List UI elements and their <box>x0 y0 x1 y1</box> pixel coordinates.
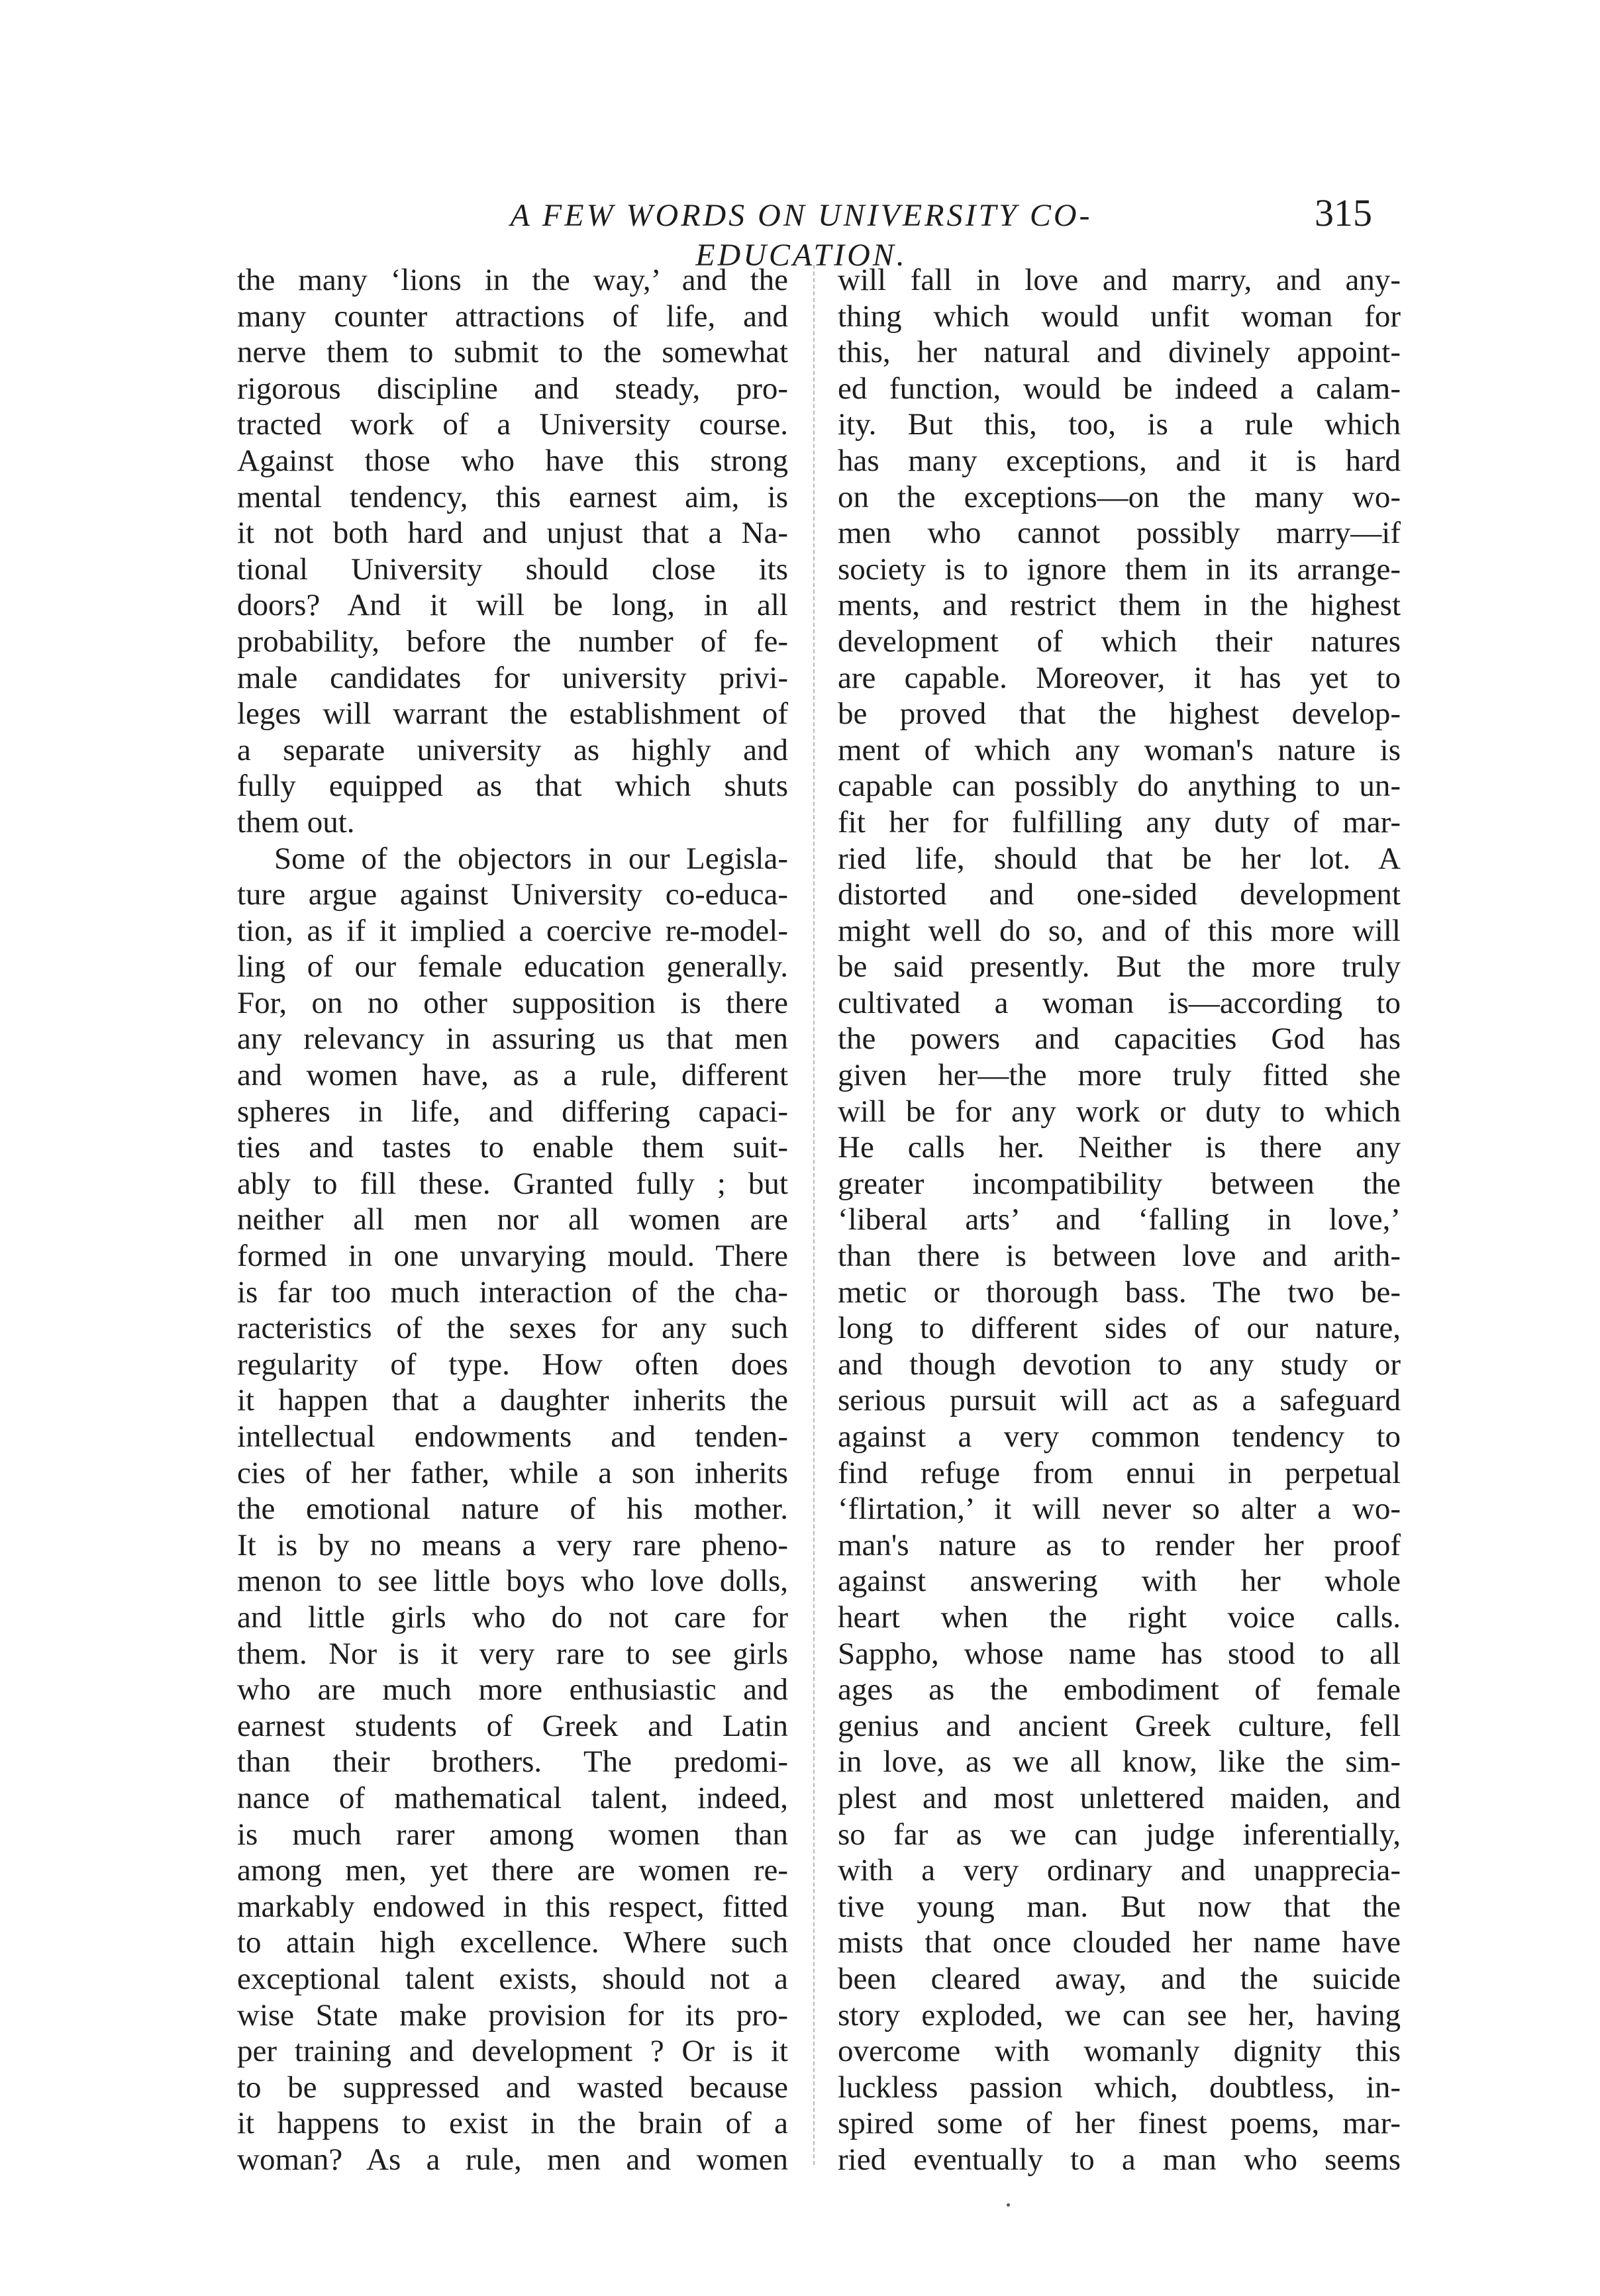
text-line: intellectual endowments and tenden- <box>237 1419 788 1454</box>
text-line: plest and most unlettered maiden, and <box>838 1780 1401 1815</box>
text-line: tive young man. But now that the <box>838 1889 1401 1924</box>
text-line: a separate university as highly and <box>237 732 788 767</box>
text-line: ed function, would be indeed a calam- <box>838 371 1401 406</box>
text-line: greater incompatibility between the <box>838 1166 1401 1201</box>
text-line: story exploded, we can see her, having <box>838 1997 1401 2033</box>
running-title: A FEW WORDS ON UNIVERSITY CO-EDUCATION. <box>510 198 1093 273</box>
text-line: menon to see little boys who love dolls, <box>237 1564 788 1599</box>
text-line: mists that once clouded her name have <box>838 1925 1401 1960</box>
text-line: find refuge from ennui in perpetual <box>838 1455 1401 1490</box>
ink-speck <box>1007 2203 1010 2207</box>
text-line: tion, as if it implied a coercive re-model- <box>237 913 788 948</box>
text-line: luckless passion which, doubtless, in- <box>838 2070 1401 2105</box>
text-line: fully equipped as that which shuts <box>237 769 788 804</box>
text-line: any relevancy in assuring us that men <box>237 1022 788 1057</box>
text-line: than there is between love and arith- <box>838 1239 1401 1274</box>
text-line: and women have, as a rule, different <box>237 1058 788 1093</box>
text-line: rigorous discipline and steady, pro- <box>237 371 788 406</box>
text-line: mental tendency, this earnest aim, is <box>237 479 788 514</box>
text-line: overcome with womanly dignity this <box>838 2034 1401 2069</box>
text-line: many counter attractions of life, and <box>237 299 788 334</box>
text-line: ling of our female education generally. <box>237 949 788 984</box>
text-line: spheres in life, and differing capaci- <box>237 1094 788 1129</box>
text-line: heart when the right voice calls. <box>838 1600 1401 1635</box>
text-line: than their brothers. The predomi- <box>237 1745 788 1780</box>
text-line: earnest students of Greek and Latin <box>237 1708 788 1743</box>
text-line: Sappho, whose name has stood to all <box>838 1636 1401 1671</box>
text-column-right <box>838 262 1401 2177</box>
text-line: and little girls who do not care for <box>237 1600 788 1635</box>
text-line: been cleared away, and the suicide <box>838 1961 1401 1996</box>
text-line: them. Nor is it very rare to see girls <box>237 1636 788 1671</box>
text-line: will be for any work or duty to which <box>838 1094 1401 1129</box>
text-line: given her—the more truly fitted she <box>838 1058 1401 1093</box>
text-line: it happens to exist in the brain of a <box>237 2106 788 2141</box>
text-line: genius and ancient Greek culture, fell <box>838 1708 1401 1743</box>
text-line: exceptional talent exists, should not a <box>237 1961 788 1996</box>
text-line: ties and tastes to enable them suit- <box>237 1130 788 1165</box>
text-line: the emotional nature of his mother. <box>237 1492 788 1527</box>
text-line: fit her for fulfilling any duty of mar- <box>838 804 1401 839</box>
text-line: might well do so, and of this more will <box>838 913 1401 948</box>
text-line: are capable. Moreover, it has yet to <box>838 660 1401 695</box>
text-line: cultivated a woman is—according to <box>838 985 1401 1020</box>
text-line: ‘flirtation,’ it will never so alter a wo- <box>838 1492 1401 1527</box>
text-line: the powers and capacities God has <box>838 1022 1401 1057</box>
text-line: to be suppressed and wasted because <box>237 2070 788 2105</box>
text-line: regularity of type. How often does <box>237 1347 788 1382</box>
text-line: ‘liberal arts’ and ‘falling in love,’ <box>838 1202 1401 1237</box>
text-line: male candidates for university privi- <box>237 660 788 695</box>
text-line: Some of the objectors in our Legisla- <box>274 841 788 876</box>
text-line: with a very ordinary and unapprecia- <box>838 1853 1401 1888</box>
text-line: capable can possibly do anything to un- <box>838 769 1401 804</box>
page-number: 315 <box>1315 191 1372 234</box>
text-line: cies of her father, while a son inherits <box>237 1455 788 1490</box>
text-line: Against those who have this strong <box>237 443 788 478</box>
text-line: will fall in love and marry, and any- <box>838 263 1401 297</box>
text-line: per training and development ? Or is it <box>237 2034 788 2069</box>
text-line: and though devotion to any study or <box>838 1347 1401 1382</box>
text-line: against answering with her whole <box>838 1564 1401 1599</box>
text-line: doors? And it will be long, in all <box>237 588 788 623</box>
text-line: ably to fill these. Granted fully ; but <box>237 1166 788 1201</box>
text-line: has many exceptions, and it is hard <box>838 443 1401 478</box>
text-line: in love, as we all know, like the sim- <box>838 1745 1401 1780</box>
text-line: formed in one unvarying mould. There <box>237 1239 788 1274</box>
text-line: ment of which any woman's nature is <box>838 732 1401 767</box>
text-line: the many ‘lions in the way,’ and the <box>237 263 788 297</box>
text-line: tracted work of a University course. <box>237 407 788 442</box>
text-line: ture argue against University co-educa- <box>237 877 788 912</box>
text-line: ity. But this, too, is a rule which <box>838 407 1401 442</box>
text-line: it not both hard and unjust that a Na- <box>237 516 788 551</box>
text-line: man's nature as to render her proof <box>838 1527 1401 1562</box>
text-line: ages as the embodiment of female <box>838 1672 1401 1707</box>
text-line: ments, and restrict them in the highest <box>838 588 1401 623</box>
text-line: be said presently. But the more truly <box>838 949 1401 984</box>
text-line: nerve them to submit to the somewhat <box>237 335 788 370</box>
text-line: men who cannot possibly marry—if <box>838 516 1401 551</box>
text-line: long to different sides of our nature, <box>838 1311 1401 1346</box>
text-line: metic or thorough bass. The two be- <box>838 1274 1401 1310</box>
text-line: For, on no other supposition is there <box>237 985 788 1020</box>
text-line: development of which their natures <box>838 624 1401 659</box>
text-line: racteristics of the sexes for any such <box>237 1311 788 1346</box>
text-line: probability, before the number of fe- <box>237 624 788 659</box>
text-line: wise State make provision for its pro- <box>237 1997 788 2033</box>
text-line: spired some of her finest poems, mar- <box>838 2106 1401 2141</box>
text-line: is far too much interaction of the cha- <box>237 1274 788 1310</box>
text-line: be proved that the highest develop- <box>838 696 1401 732</box>
text-line: distorted and one-sided development <box>838 877 1401 912</box>
text-line: He calls her. Neither is there any <box>838 1130 1401 1165</box>
text-line: against a very common tendency to <box>838 1419 1401 1454</box>
text-line: to attain high excellence. Where such <box>237 1925 788 1960</box>
text-line: It is by no means a very rare pheno- <box>237 1527 788 1562</box>
text-line: serious pursuit will act as a safeguard <box>838 1383 1401 1418</box>
text-line: nance of mathematical talent, indeed, <box>237 1780 788 1815</box>
text-line: ried life, should that be her lot. A <box>838 841 1401 876</box>
text-line: society is to ignore them in its arrange- <box>838 551 1401 587</box>
text-line: who are much more enthusiastic and <box>237 1672 788 1707</box>
text-line: ried eventually to a man who seems <box>838 2142 1401 2177</box>
column-divider <box>813 265 815 2165</box>
text-line: tional University should close its <box>237 551 788 587</box>
text-column-left <box>237 262 788 2177</box>
text-line: it happen that a daughter inherits the <box>237 1383 788 1418</box>
text-line: them out. <box>237 804 355 839</box>
text-line: woman? As a rule, men and women <box>237 2142 788 2177</box>
text-line: neither all men nor all women are <box>237 1202 788 1237</box>
text-line: this, her natural and divinely appoint- <box>838 335 1401 370</box>
text-line: leges will warrant the establishment of <box>237 696 788 732</box>
text-line: on the exceptions—on the many wo- <box>838 479 1401 514</box>
text-line: thing which would unfit woman for <box>838 299 1401 334</box>
text-line: among men, yet there are women re- <box>237 1853 788 1888</box>
text-line: is much rarer among women than <box>237 1817 788 1852</box>
text-line: so far as we can judge inferentially, <box>838 1817 1401 1852</box>
text-line: markably endowed in this respect, fitted <box>237 1889 788 1924</box>
